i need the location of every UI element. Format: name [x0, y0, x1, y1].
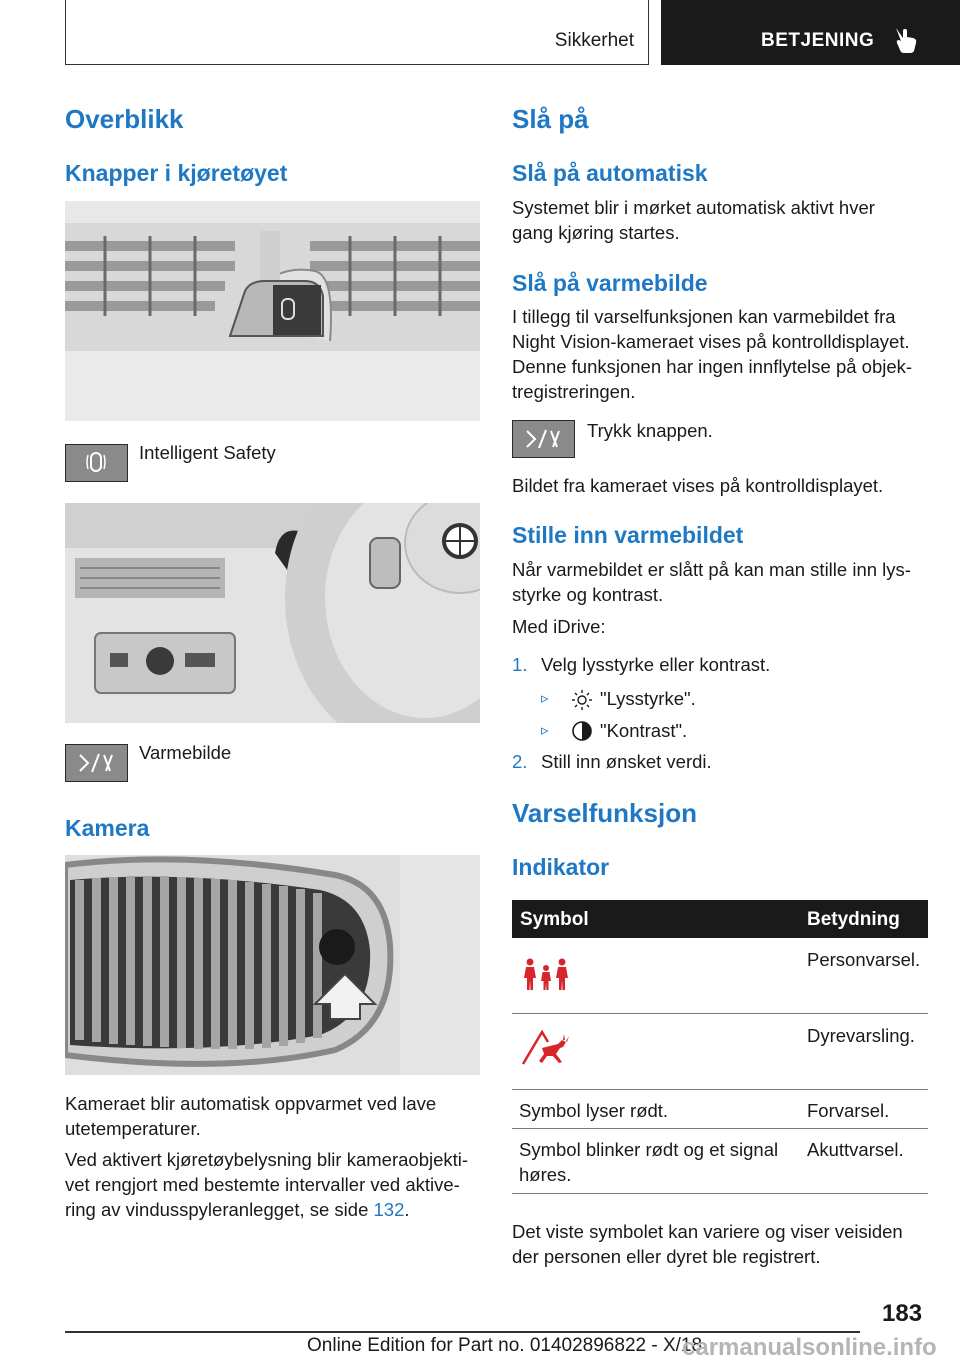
pointing-hand-icon	[893, 26, 919, 54]
table-divider	[512, 1128, 928, 1129]
thermal-button-icon-inline	[512, 420, 575, 458]
contrast-icon	[570, 719, 594, 743]
thermal-text: I tillegg til varselfunksjonen kan varmebildet fra Night Vision-kameraet vises på kontrolldisplayet. Denne funksjonen har ingen innflytelse på objek- tregistreringen.	[512, 306, 913, 402]
camera-paragraph-2: Ved aktivert kjøretøybelysning blir kameraobjekti- vet rengjort med bestemte intervaller ved aktive- ring av vindusspyleranlegget, se side 132.	[65, 1149, 469, 1220]
page-link-132[interactable]: 132	[373, 1199, 405, 1220]
table-divider	[512, 1013, 928, 1014]
animal-warning-icon	[520, 1030, 572, 1066]
person-warning-icon	[520, 958, 572, 992]
adjust-heading: Stille inn varmebildet	[512, 522, 744, 548]
page-number: 183	[882, 1300, 923, 1327]
table-divider	[512, 1193, 928, 1194]
table-divider	[512, 1089, 928, 1090]
thermal-image-label: Varmebilde	[139, 742, 232, 763]
indicator-heading: Indikator	[512, 854, 610, 880]
buttons-heading: Knapper i kjøretøyet	[65, 160, 288, 186]
press-button-text: Trykk knappen.	[587, 420, 713, 441]
header-section-title: Sikkerhet	[554, 30, 634, 51]
footer-divider	[65, 1331, 860, 1333]
step-2-number: 2.	[512, 751, 528, 772]
with-idrive-text: Med iDrive:	[512, 616, 606, 637]
dashboard-button-photo	[65, 201, 480, 421]
camera-grille-photo	[65, 855, 480, 1075]
auto-text: Systemet blir i mørket automatisk aktivt hver gang kjøring startes.	[512, 197, 875, 243]
brightness-icon	[570, 688, 594, 712]
adjust-text: Når varmebildet er slått på kan man stille inn lys- styrke og kontrast.	[512, 559, 911, 605]
header-chapter-title: BETJENING	[761, 30, 875, 51]
step-2-text: Still inn ønsket verdi.	[541, 751, 712, 772]
auto-heading: Slå på automatisk	[512, 160, 708, 186]
intelligent-safety-button-icon	[65, 444, 128, 482]
header-section-box	[65, 0, 649, 65]
substep-2-text: "Kontrast".	[600, 720, 688, 741]
row-3-meaning: Forvarsel.	[807, 1100, 890, 1121]
step-1-text: Velg lysstyrke eller kontrast.	[541, 654, 771, 675]
overview-title: Overblikk	[65, 104, 184, 134]
thermal-heading: Slå på varmebilde	[512, 270, 708, 296]
watermark: carmanualsonline.info	[682, 1334, 937, 1361]
thermal-image-button-icon	[65, 744, 128, 782]
row-3-symbol: Symbol lyser rødt.	[519, 1100, 669, 1121]
camera-paragraph-1: Kameraet blir automatisk oppvarmet ved lave utetemperaturer.	[65, 1093, 437, 1139]
steering-wheel-photo	[65, 503, 480, 723]
row-2-meaning: Dyrevarsling.	[807, 1025, 915, 1046]
indicator-table-header	[512, 900, 928, 938]
closing-text: Det viste symbolet kan variere og viser veisiden der personen eller dyret ble registrert.	[512, 1221, 903, 1267]
warning-function-title: Varselfunksjon	[512, 798, 697, 828]
table-header-symbol: Symbol	[520, 909, 589, 930]
row-4-symbol: Symbol blinker rødt og et signal høres.	[519, 1139, 779, 1185]
substep-1-text: "Lysstyrke".	[600, 688, 696, 709]
header-chapter-box	[661, 0, 960, 65]
step-1-number: 1.	[512, 654, 528, 675]
intelligent-safety-label: Intelligent Safety	[139, 442, 276, 463]
row-4-meaning: Akuttvarsel.	[807, 1139, 904, 1160]
row-1-meaning: Personvarsel.	[807, 949, 921, 970]
substep-2-bullet: ▹	[541, 722, 549, 739]
camera-heading: Kamera	[65, 815, 150, 841]
table-header-meaning: Betydning	[807, 909, 900, 930]
substep-1-bullet: ▹	[541, 690, 549, 707]
camera-image-text: Bildet fra kameraet vises på kontrolldisplayet.	[512, 475, 884, 496]
footer-edition: Online Edition for Part no. 01402896822 - X/18	[307, 1335, 703, 1356]
switch-on-title: Slå på	[512, 104, 589, 134]
